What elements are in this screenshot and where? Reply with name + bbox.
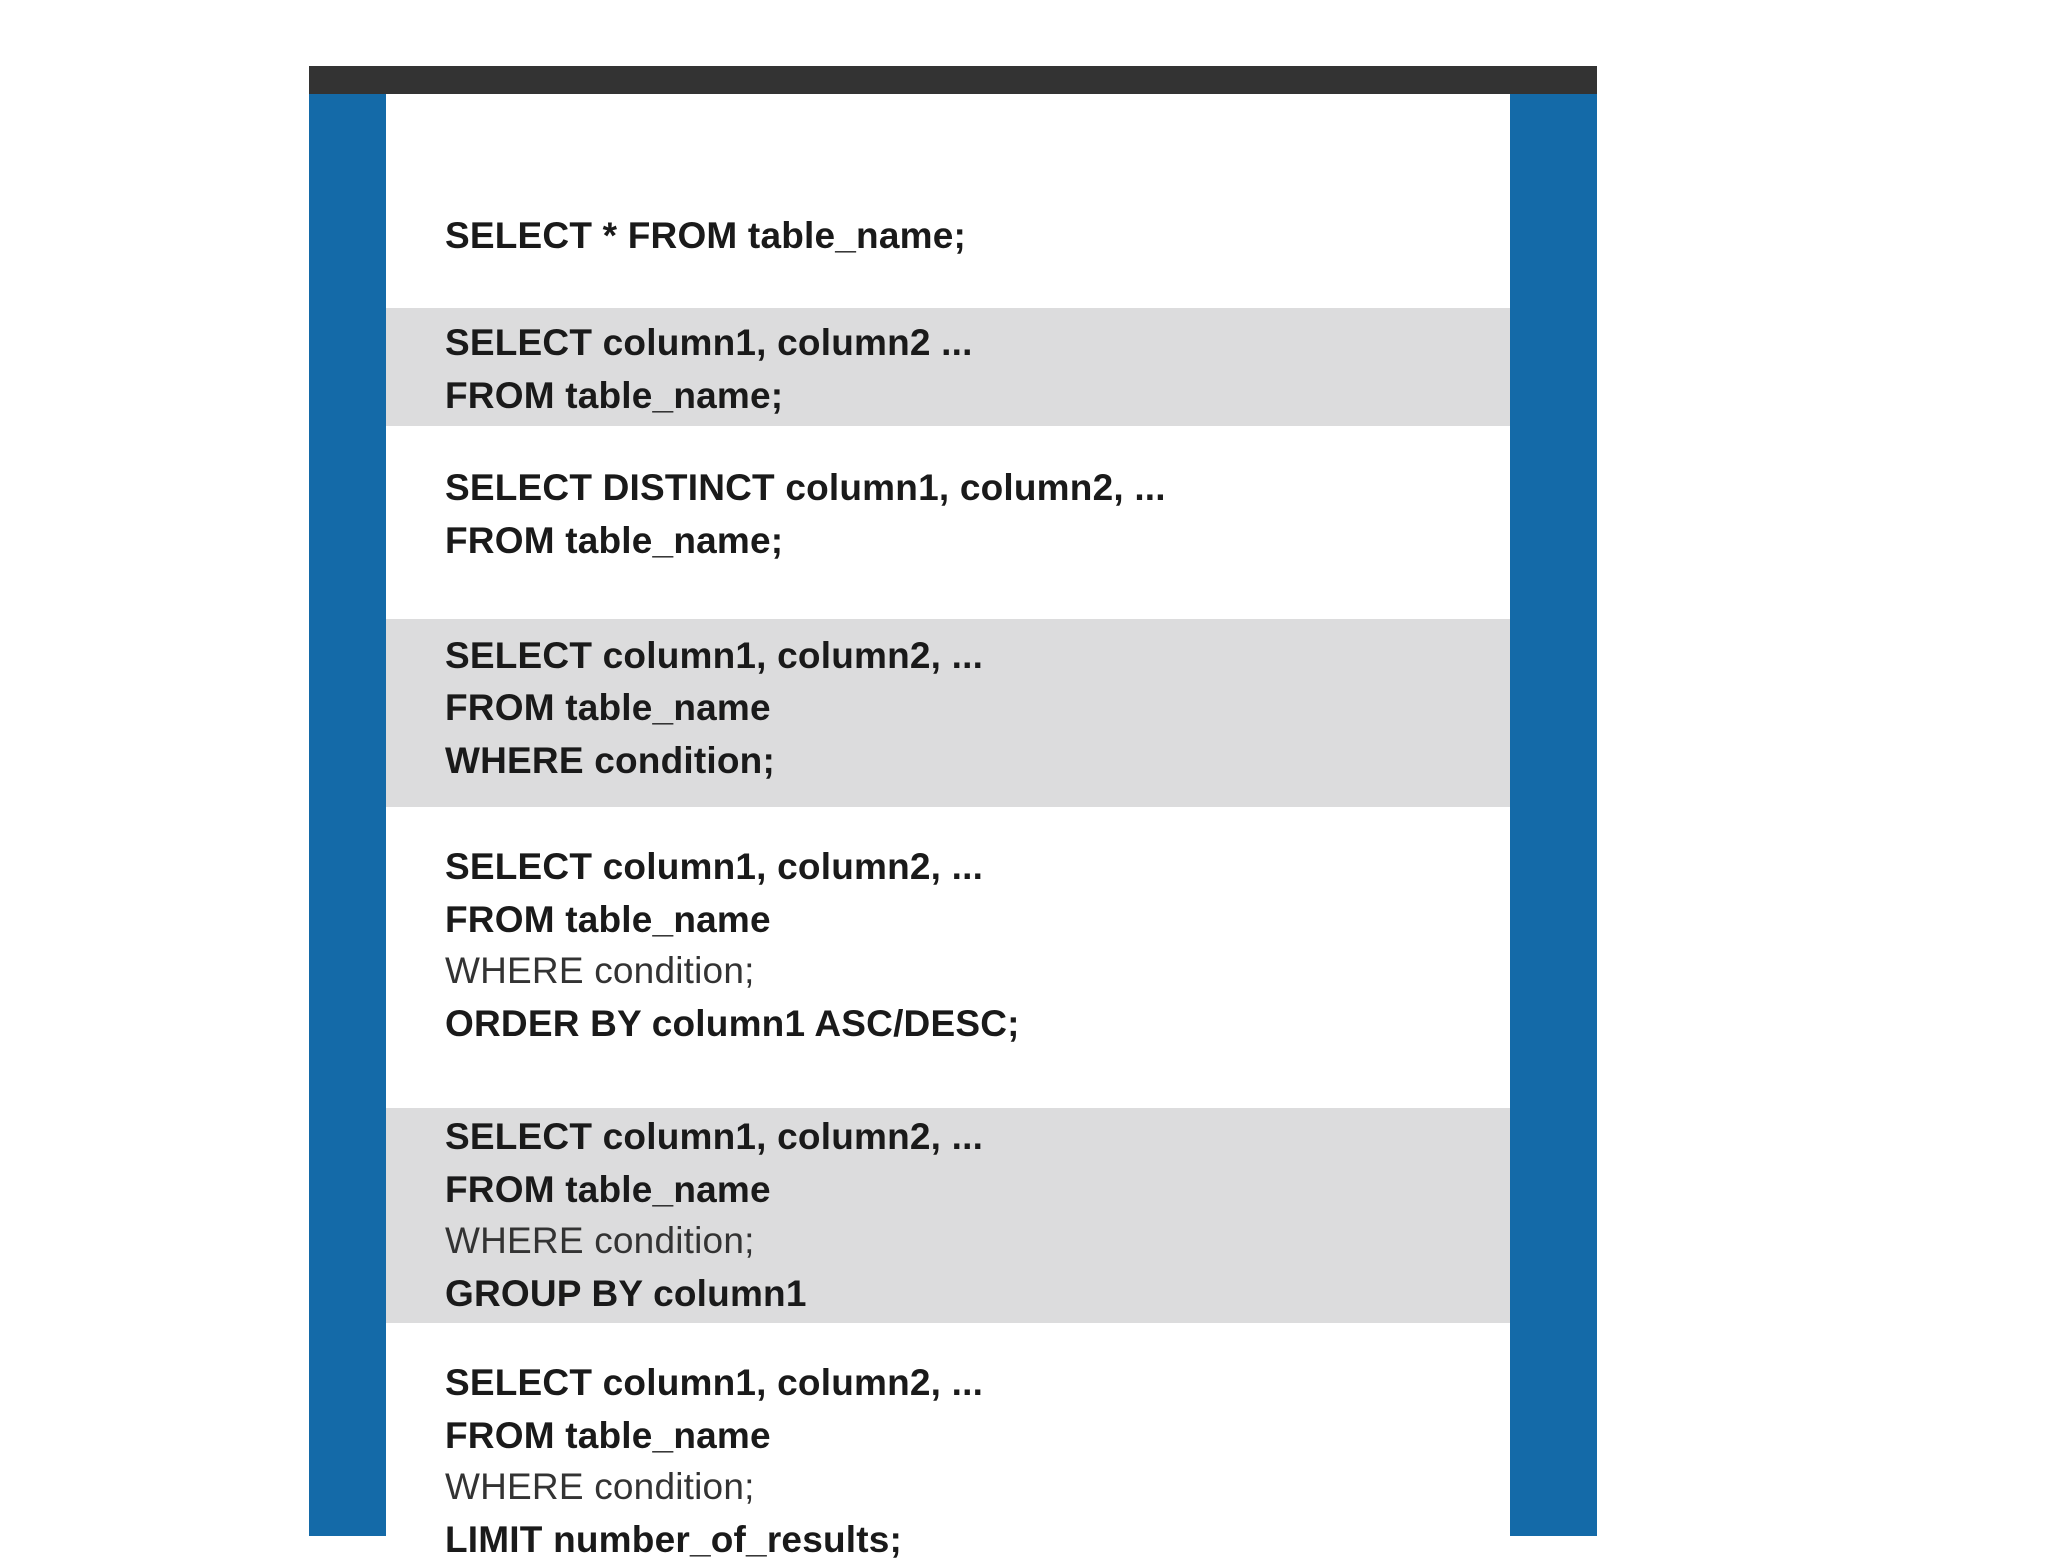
code-line: FROM table_name xyxy=(445,899,771,940)
code-line: SELECT column1, column2, ... xyxy=(445,1116,984,1157)
sql-block-where xyxy=(386,619,1510,807)
code-line: WHERE condition; xyxy=(445,950,755,991)
sql-block-select-columns xyxy=(386,308,1510,426)
top-bar xyxy=(309,66,1597,94)
code-line: GROUP BY column1 xyxy=(445,1273,807,1314)
code-line: SELECT column1, column2, ... xyxy=(445,846,984,887)
sql-cheatsheet-panel xyxy=(386,94,1510,1560)
sql-block-order-by xyxy=(386,807,1510,1108)
sql-block-limit xyxy=(386,1323,1510,1560)
code-line: LIMIT number_of_results; xyxy=(445,1519,903,1560)
sql-block-select-distinct xyxy=(386,426,1510,619)
code-line: SELECT column1, column2, ... xyxy=(445,1362,984,1403)
code-line: WHERE condition; xyxy=(445,1220,755,1261)
code-line: WHERE condition; xyxy=(445,740,775,781)
code-line: ORDER BY column1 ASC/DESC; xyxy=(445,1003,1020,1044)
sql-block-select-all xyxy=(386,94,1510,308)
code-line: SELECT column1, column2 ... xyxy=(445,322,973,363)
code-line: SELECT column1, column2, ... xyxy=(445,635,984,676)
code-line: FROM table_name; xyxy=(445,520,784,561)
code-line: FROM table_name xyxy=(445,1415,771,1456)
code-line: FROM table_name; xyxy=(445,375,784,416)
sql-block-group-by xyxy=(386,1108,1510,1323)
code-line: FROM table_name xyxy=(445,1169,771,1210)
code-line: FROM table_name xyxy=(445,687,771,728)
sql-cheatsheet-frame xyxy=(309,66,1597,1560)
code-line: SELECT DISTINCT column1, column2, ... xyxy=(445,467,1166,508)
code-line: SELECT * FROM table_name; xyxy=(445,215,967,256)
code-line: WHERE condition; xyxy=(445,1466,755,1507)
